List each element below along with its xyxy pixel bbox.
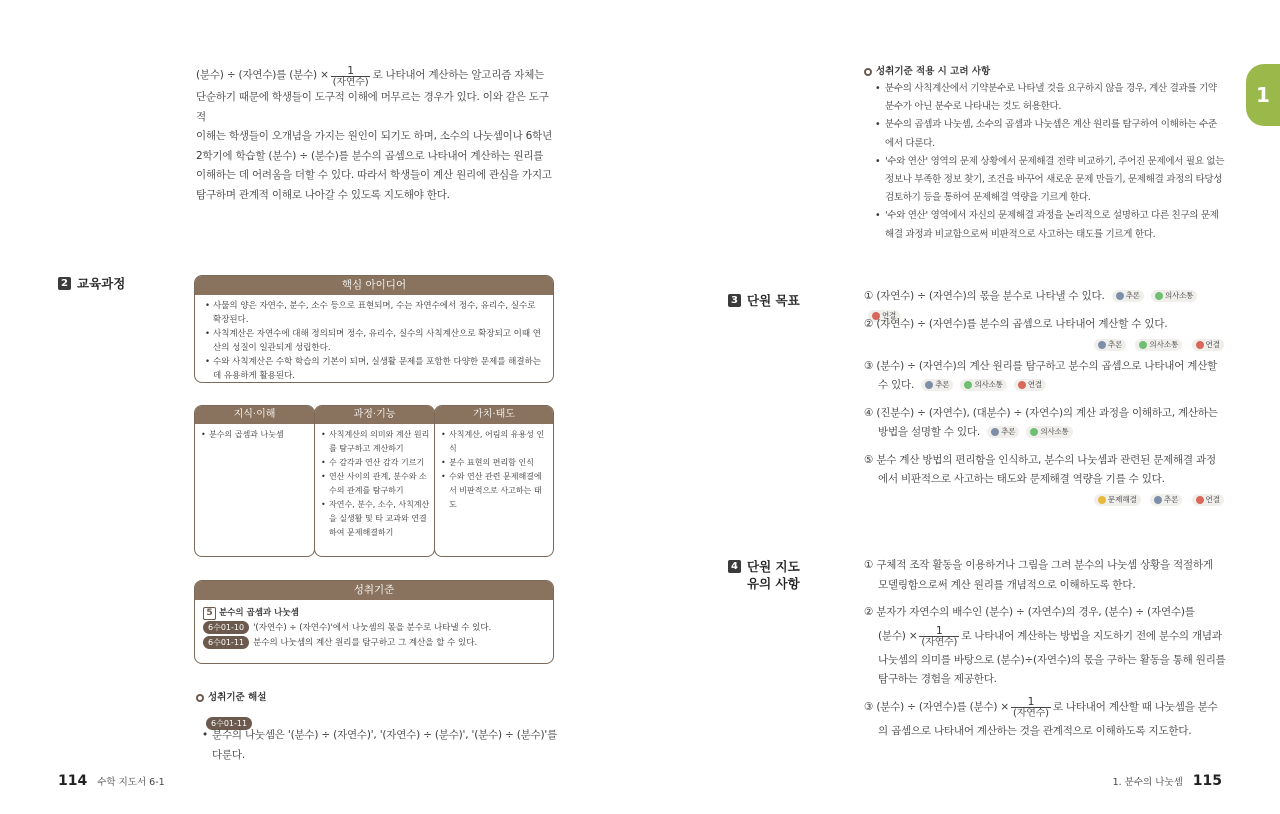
badge-communication: 의사소통 [960, 379, 1006, 391]
note-item: ③ (분수) ÷ (자연수)를 (분수) × $\frac{1}{\text{(자연수)}}$ 로 나타내어 계산할 때 나눗셈을 분수 의 곱셈으로 나타내어 계산하는 것을 관계적으로 이해하도록 지도한다. [864, 695, 1218, 737]
list-item: • 수와 사칙계산은 수학 학습의 기본이 되며, 실생활 문제를 포함한 다양한 문제를 해결하는 데 유용하게 활용된다. [205, 355, 545, 383]
section-3-heading: 3 단원 목표 [728, 291, 800, 309]
section-2-heading: 2 교육과정 [58, 274, 125, 292]
explain-heading: 성취기준 해설 [196, 689, 266, 703]
knowledge-column [194, 405, 315, 557]
column-title: 지식·이해 [195, 406, 314, 424]
circle-bullet-icon [864, 68, 872, 76]
standard-code: 6수01-10 [203, 621, 249, 634]
badge-reasoning: 추론 [1112, 290, 1144, 302]
goal-item: ③ (분수) ÷ (자연수)의 계산 원리를 탐구하고 분수의 곱셈으로 나타내어 계산할 수 있다. 추론 의사소통 연결 [864, 359, 1218, 391]
goal-item: ② (자연수) ÷ (자연수)를 분수의 곱셈으로 나타내어 계산할 수 있다. [864, 318, 1168, 330]
intro-line-1: (분수) ÷ (자연수)를 (분수) × $\frac{1}{\text{(자연수)}}$ 로 나타내어 계산하는 알고리즘 자체는 [196, 63, 545, 88]
intro-line-4: 2학기에 학습할 (분수) ÷ (분수)를 분수의 곱셈으로 나타내어 계산하는 원리를 [196, 149, 544, 162]
badge-connection: 연결 [868, 310, 900, 322]
intro-line-2: 단순하기 때문에 학생들이 도구적 이해에 머무르는 경우가 있다. 이와 같은 도구적 [196, 91, 549, 123]
consider-list [873, 80, 1225, 244]
page-number: 114 [58, 773, 88, 789]
speech-bubble-icon [964, 381, 972, 389]
fraction: $\frac{1}{\text{(자연수)}}$ [1013, 695, 1049, 719]
badge-connection: 연결 [1014, 379, 1046, 391]
reasoning-icon [1154, 496, 1162, 504]
badge-connection: 연결 [1192, 339, 1225, 351]
page-label: 1. 분수의 나눗셈 [1112, 777, 1183, 788]
section-4-heading: 4 단원 지도 유의 사항 [728, 558, 800, 592]
list-item: • '수와 연산' 영역의 문제 상황에서 문제해결 전략 비교하기, 주어진 문제에서 필요 없는 정보나 부족한 정보 찾기, 조건을 바꾸어 새로운 문제 만들기, 문제해결 과정의 타당성 검토하기 등을 통하여 문제해결 역량을 기르게 한다. [873, 153, 1225, 208]
standard-code: 6수01-11 [203, 636, 249, 649]
explain-code: 6수01-11 [206, 711, 256, 730]
reasoning-icon [1116, 292, 1124, 300]
fraction: $\frac{1}{\text{(자연수)}}$ [332, 63, 369, 88]
page-number: 115 [1192, 773, 1222, 789]
badge-reasoning: 추론 [987, 426, 1019, 438]
list-item: • 수 감각과 연산 감각 기르기 [321, 456, 430, 470]
reasoning-icon [991, 428, 999, 436]
list-item: • 사물의 양은 자연수, 분수, 소수 등으로 표현되며, 수는 자연수에서 정수, 유리수, 실수로 확장된다. [205, 299, 545, 327]
list-item: • 분수 표현의 편리함 인식 [441, 456, 549, 470]
list-item: • 사칙계산은 자연수에 대해 정의되며 정수, 유리수, 실수의 사칙계산으로 확장되고 이때 연산의 성질이 일관되게 성립한다. [205, 327, 545, 355]
reasoning-icon [1098, 341, 1106, 349]
right-footer [1113, 773, 1222, 789]
intro-line-3: 이해는 학생들이 오개념을 가지는 원인이 되기도 하며, 소수의 나눗셈이나 6학년 [196, 130, 553, 142]
page-label: 수학 지도서 6-1 [97, 777, 165, 788]
fraction: $\frac{1}{\text{(자연수)}}$ [921, 624, 958, 648]
circle-bullet-icon [196, 694, 204, 702]
goals-list [864, 287, 1224, 509]
column-title: 가치·태도 [435, 406, 553, 424]
intro-line-5: 이해하는 데 어려움을 더할 수 있다. 따라서 학생들이 계산 원리에 관심을 가지고 [196, 169, 552, 181]
core-idea-box [194, 275, 554, 383]
standard-row: 6수01-11 분수의 나눗셈의 계산 원리를 탐구하고 그 계산을 할 수 있다. [203, 636, 545, 651]
badge-reasoning: 추론 [1094, 339, 1127, 351]
goal-item: ④ (진분수) ÷ (자연수), (대분수) ÷ (자연수)의 계산 과정을 이해하고, 계산하는 방법을 설명할 수 있다. 추론 의사소통 [864, 406, 1218, 438]
achievement-box [194, 580, 554, 664]
list-item: • 연산 사이의 관계, 분수와 소수의 관계를 탐구하기 [321, 470, 430, 498]
badge-connection: 연결 [1192, 494, 1225, 506]
speech-bubble-icon [1155, 292, 1163, 300]
badge-reasoning: 추론 [1150, 494, 1183, 506]
left-footer [58, 773, 165, 789]
list-item: • 수와 연산 관련 문제해결에서 비판적으로 사고하는 태도 [441, 470, 549, 512]
column-title: 과정·기능 [315, 406, 434, 424]
link-icon [1018, 381, 1026, 389]
badge-communication: 의사소통 [1151, 290, 1197, 302]
chapter-tab: 1 [1246, 64, 1280, 126]
achievement-title: 성취기준 [195, 581, 553, 600]
goal-item: ① (자연수) ÷ (자연수)의 몫을 분수로 나타낼 수 있다. 추론 의사소통 연결 [864, 287, 1224, 315]
achievement-unit: 5 분수의 곱셈과 나눗셈 [203, 606, 545, 621]
intro-line-6: 탐구하며 관계적 이해로 나아갈 수 있도록 지도해야 한다. [196, 188, 450, 201]
lightbulb-icon [1098, 496, 1106, 504]
note-item: ① 구체적 조작 활동을 이용하거나 그림을 그려 분수의 나눗셈 상황을 적절하게 모델링함으로써 계산 원리를 개념적으로 이해하도록 한다. [864, 559, 1213, 591]
goal-item: ⑤ 분수 계산 방법의 편리함을 인식하고, 분수의 나눗셈과 관련된 문제해결 과정 에서 비판적으로 사고하는 태도와 문제해결 역량을 기를 수 있다. [864, 453, 1216, 485]
value-column [434, 405, 554, 557]
speech-bubble-icon [1139, 341, 1147, 349]
list-item: • 사칙계산, 어림의 유용성 인식 [441, 428, 549, 456]
consider-heading: 성취기준 적용 시 고려 사항 [864, 63, 990, 77]
badge-communication: 의사소통 [1026, 426, 1072, 438]
badge-communication: 의사소통 [1135, 339, 1182, 351]
link-icon [1196, 496, 1204, 504]
explain-text: • 분수의 나눗셈은 '(분수) ÷ (자연수)', '(자연수) ÷ (분수)', '(분수) ÷ (분수)'를 다룬다. [200, 726, 560, 765]
reasoning-icon [925, 381, 933, 389]
list-item: • 분수의 곱셈과 나눗셈 [201, 428, 310, 442]
list-item: • 자연수, 분수, 소수, 사칙계산을 실생활 및 타 교과와 연결하여 문제해결하기 [321, 498, 430, 540]
teaching-notes [864, 556, 1226, 741]
intro-paragraph [196, 64, 556, 205]
link-icon [1196, 341, 1204, 349]
note-item: ② 분자가 자연수의 배수인 (분수) ÷ (자연수)의 경우, (분수) ÷ (자연수)를 (분수) × $\frac{1}{\text{(자연수)}}$ 로 나타내어 계산하는 방법을 지도하기 전에 분수의 개념과 나눗셈의 의미를 바탕으로 (분수)÷(자연수)의 몫을 구하는 활동을 통해 원리를 탐구하는 경험을 제공한다. [864, 606, 1226, 685]
list-item: • '수와 연산' 영역에서 자신의 문제해결 과정을 논리적으로 설명하고 다른 친구의 문제해결 과정과 비교함으로써 비판적으로 사고하는 태도를 기르게 한다. [873, 207, 1225, 243]
process-column [314, 405, 435, 557]
badge-problem-solving: 문제해결 [1094, 494, 1141, 506]
list-item: • 분수의 사칙계산에서 기약분수로 나타낼 것을 요구하지 않을 경우, 계산 결과를 기약분수가 아닌 분수로 나타내는 것도 허용한다. [873, 80, 1225, 116]
standard-row: 6수01-10 '(자연수) ÷ (자연수)'에서 나눗셈의 몫을 분수로 나타낼 수 있다. [203, 621, 545, 636]
list-item: • 분수의 곱셈과 나눗셈, 소수의 곱셈과 나눗셈은 계산 원리를 탐구하여 이해하는 수준에서 다룬다. [873, 116, 1225, 152]
speech-bubble-icon [1030, 428, 1038, 436]
core-idea-list [195, 295, 553, 387]
badge-reasoning: 추론 [921, 379, 953, 391]
list-item: • 사칙계산의 의미와 계산 원리를 탐구하고 계산하기 [321, 428, 430, 456]
core-idea-title: 핵심 아이디어 [195, 276, 553, 295]
